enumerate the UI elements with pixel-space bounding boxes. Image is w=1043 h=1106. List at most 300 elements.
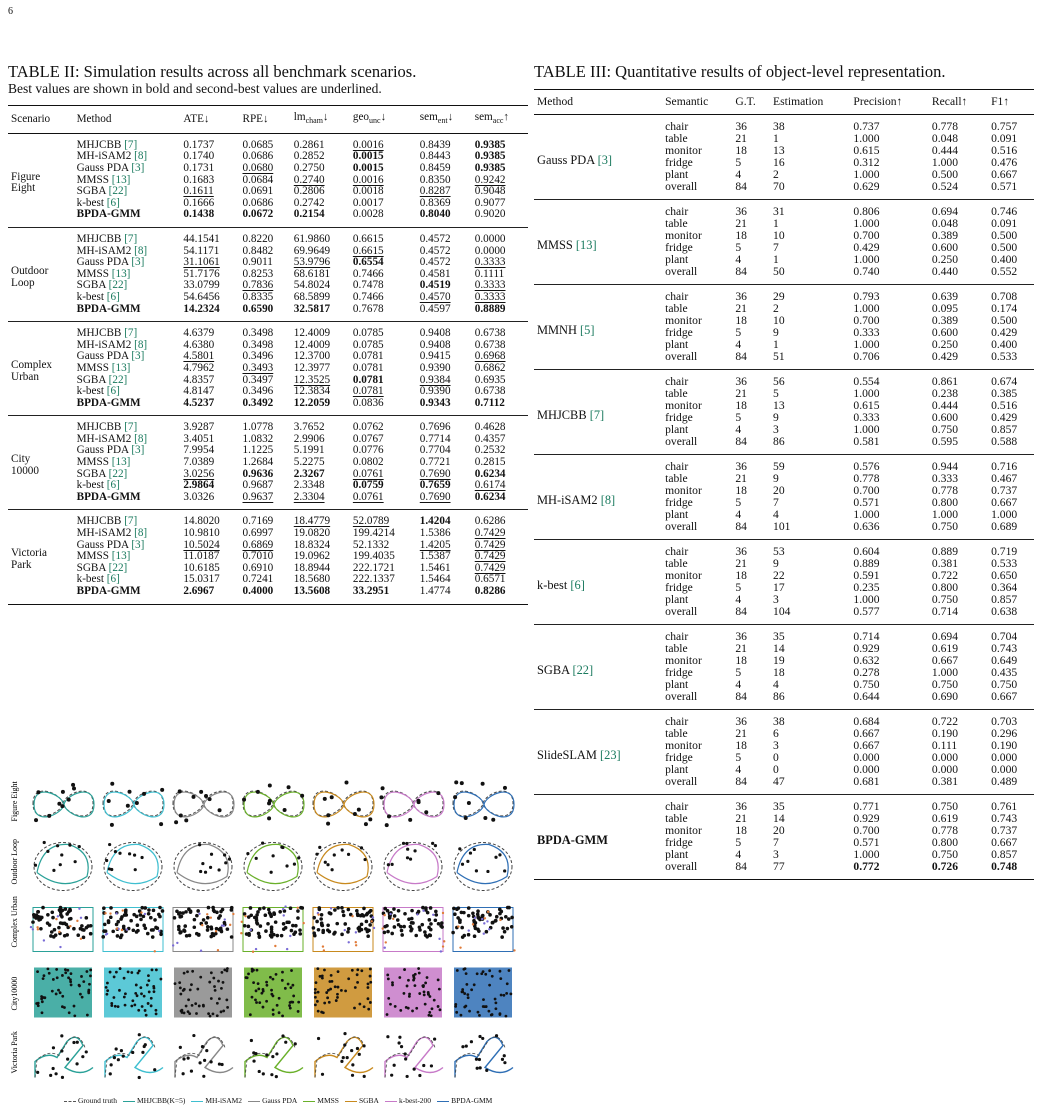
landmark-point xyxy=(52,1067,55,1070)
landmark-point xyxy=(474,917,476,919)
landmark-point xyxy=(333,853,336,856)
landmark-point xyxy=(333,908,337,912)
landmark-point xyxy=(34,864,37,867)
landmark-point xyxy=(461,1045,464,1048)
table-cell: 3 xyxy=(773,739,779,752)
landmark-point xyxy=(476,1067,479,1070)
landmark-point xyxy=(133,1003,136,1006)
table-row xyxy=(8,304,528,322)
table-cell: 0.6615 xyxy=(350,227,417,245)
table-cell: 84 xyxy=(735,265,747,278)
landmark-point xyxy=(47,967,50,970)
landmark-point xyxy=(184,818,188,822)
landmark-point xyxy=(210,853,213,856)
landmark-point xyxy=(147,979,150,982)
table-cell: 0.706 xyxy=(853,350,880,363)
table-cell: 0.3492 xyxy=(242,396,274,409)
table-cell: 0.0000 xyxy=(474,244,506,257)
table-cell: 0.7690 xyxy=(419,490,451,503)
landmark-point xyxy=(270,989,273,992)
landmark-point xyxy=(72,1041,75,1044)
legend-label: SGBA xyxy=(358,1096,379,1105)
landmark-point xyxy=(67,910,71,914)
table-cell: 0.667 xyxy=(991,496,1018,509)
landmark-point xyxy=(212,934,216,938)
table-cell: 1.000 xyxy=(853,168,880,181)
table-cell: 0.4357 xyxy=(474,432,506,445)
table-cell: 18 xyxy=(735,229,747,242)
landmark-point xyxy=(385,823,389,827)
table-cell: 0.4519 xyxy=(419,279,451,292)
landmark-point xyxy=(52,978,55,981)
landmark-point xyxy=(477,1011,480,1014)
landmark-point xyxy=(393,1064,396,1067)
landmark-point xyxy=(360,969,363,972)
landmark-point xyxy=(154,950,156,952)
landmark-point xyxy=(60,1034,63,1037)
landmark-point xyxy=(318,846,321,849)
landmark-point xyxy=(509,992,512,995)
landmark-point xyxy=(124,910,128,914)
landmark-point xyxy=(56,844,59,847)
table2-col-header: geo$_{unc}$↓ xyxy=(350,106,417,134)
landmark-point xyxy=(326,923,330,927)
landmark-point xyxy=(292,995,295,998)
legend-item xyxy=(437,1096,492,1105)
table-cell: k-best [6] xyxy=(76,385,120,398)
landmark-point xyxy=(275,973,278,976)
table-cell: 4.6379 xyxy=(180,322,239,340)
landmark-point xyxy=(145,1014,148,1017)
table-cell: 0.250 xyxy=(931,338,959,351)
landmark-point xyxy=(428,1011,431,1014)
landmark-point xyxy=(201,924,203,926)
table-cell: 36 xyxy=(732,370,770,389)
landmark-point xyxy=(274,945,276,947)
table3-col-header: Estimation xyxy=(770,90,850,115)
landmark-point xyxy=(403,912,407,916)
landmark-point xyxy=(367,929,371,933)
landmark-point xyxy=(55,993,58,996)
table-cell: 0.750 xyxy=(929,795,988,814)
landmark-point xyxy=(115,1047,118,1050)
table-cell: fridge xyxy=(665,156,693,169)
table-cell: 0.615 xyxy=(853,144,880,157)
landmark-point xyxy=(210,917,212,919)
table-cell: table xyxy=(665,132,688,145)
landmark-point xyxy=(141,1005,144,1008)
table-cell: 0.0836 xyxy=(352,396,384,409)
table-cell: 21 xyxy=(735,557,747,570)
landmark-point xyxy=(362,907,366,911)
landmark-point xyxy=(429,922,433,926)
landmark-point xyxy=(172,944,174,946)
table-cell: 0.000 xyxy=(931,763,959,776)
landmark-point xyxy=(460,781,464,785)
table-cell: 0.857 xyxy=(991,423,1018,436)
landmark-point xyxy=(354,986,357,989)
table-cell: overall xyxy=(665,265,698,278)
landmark-point xyxy=(478,1014,481,1017)
landmark-point xyxy=(393,914,397,918)
landmark-point xyxy=(389,1003,392,1006)
landmark-point xyxy=(257,987,260,990)
table-cell: 0.3496 xyxy=(242,350,274,363)
landmark-point xyxy=(460,1014,463,1017)
table-cell: 1.000 xyxy=(853,387,880,400)
landmark-point xyxy=(190,1069,193,1072)
table-cell: 0.7721 xyxy=(419,456,451,469)
table-cell: 0.516 xyxy=(991,144,1018,157)
table-cell: 199.4214 xyxy=(352,527,395,540)
table-cell: 36 xyxy=(732,625,770,644)
landmark-point xyxy=(422,985,425,988)
table-cell: 54.8024 xyxy=(293,279,331,292)
table-cell: 36 xyxy=(735,120,747,133)
landmark-point xyxy=(340,1060,343,1063)
landmark-point xyxy=(290,969,293,972)
landmark-point xyxy=(397,909,401,913)
landmark-point xyxy=(484,973,487,976)
table-cell: 101 xyxy=(773,520,791,533)
table-cell: 5 xyxy=(735,241,742,254)
landmark-point xyxy=(351,915,353,917)
landmark-point xyxy=(464,1005,467,1008)
landmark-point xyxy=(431,842,434,845)
landmark-point xyxy=(289,986,292,989)
table-cell: 0.667 xyxy=(931,654,959,667)
table-cell: 0.6174 xyxy=(474,479,506,492)
table-cell: MMSS [13] xyxy=(76,550,131,563)
landmark-point xyxy=(472,923,474,925)
landmark-point xyxy=(398,1036,401,1039)
landmark-point xyxy=(59,863,62,866)
landmark-point xyxy=(430,1064,433,1067)
landmark-point xyxy=(405,1006,408,1009)
table-cell: 0.429 xyxy=(991,326,1018,339)
table-cell: 12.3834 xyxy=(293,385,331,398)
landmark-point xyxy=(116,920,120,924)
landmark-point xyxy=(89,924,93,928)
landmark-point xyxy=(187,1057,190,1060)
landmark-point xyxy=(465,983,468,986)
table-cell: 0.681 xyxy=(853,775,880,788)
table2-caption-sub: Best values are shown in bold and second-best values are underlined. xyxy=(8,81,382,96)
table-cell: 4 xyxy=(773,508,779,521)
landmark-point xyxy=(255,1001,258,1004)
landmark-point xyxy=(356,1047,359,1050)
table-cell: 0.429 xyxy=(853,241,880,254)
landmark-point xyxy=(318,908,322,912)
landmark-point xyxy=(150,997,153,1000)
table-cell: 0.750 xyxy=(931,520,959,533)
landmark-point xyxy=(226,967,229,970)
table-cell: 0.0028 xyxy=(352,208,384,221)
landmark-point xyxy=(317,991,320,994)
landmark-point xyxy=(143,906,147,910)
landmark-point xyxy=(473,983,476,986)
table-cell: 0.6615 xyxy=(352,244,384,257)
method-cell: MHJCBB [7] xyxy=(534,370,662,455)
table-cell: 1.000 xyxy=(991,508,1018,521)
legend-label: MMSS xyxy=(317,1096,339,1105)
landmark-point xyxy=(158,930,160,932)
table-cell: 0.737 xyxy=(991,484,1018,497)
table-cell: 33.2951 xyxy=(352,585,390,598)
estimated-path xyxy=(174,792,234,817)
landmark-point xyxy=(387,977,390,980)
landmark-point xyxy=(290,929,294,933)
landmark-point xyxy=(49,934,53,938)
table-cell: 0.8459 xyxy=(419,162,451,175)
landmark-point xyxy=(42,977,45,980)
table-cell: 0.644 xyxy=(853,690,880,703)
table-cell: 0.726 xyxy=(931,860,959,873)
landmark-point xyxy=(212,977,215,980)
table-cell: 18 xyxy=(735,399,747,412)
landmark-point xyxy=(265,1053,268,1056)
landmark-point xyxy=(192,925,196,929)
landmark-point xyxy=(488,913,492,917)
table-cell: 0.489 xyxy=(991,775,1018,788)
table-cell: 86 xyxy=(773,435,785,448)
landmark-point xyxy=(323,969,326,972)
table-cell: 0.435 xyxy=(991,666,1018,679)
landmark-point xyxy=(266,922,270,926)
landmark-point xyxy=(199,870,202,873)
landmark-point xyxy=(46,921,50,925)
landmark-point xyxy=(356,968,359,971)
table-cell: 1.4205 xyxy=(419,538,451,551)
landmark-point xyxy=(137,1009,140,1012)
landmark-point xyxy=(439,1008,442,1011)
landmark-point xyxy=(285,920,289,924)
landmark-point xyxy=(217,980,220,983)
landmark-point xyxy=(160,978,163,981)
landmark-point xyxy=(225,998,228,1001)
table-cell: 0.500 xyxy=(991,241,1018,254)
landmark-point xyxy=(109,971,112,974)
table-cell: 1.4204 xyxy=(417,510,472,528)
table-cell: 3 xyxy=(773,423,779,436)
landmark-point xyxy=(114,850,117,853)
landmark-point xyxy=(148,991,151,994)
table-cell: 0.3333 xyxy=(474,279,506,292)
landmark-point xyxy=(283,914,285,916)
landmark-point xyxy=(80,924,84,928)
landmark-point xyxy=(57,802,61,806)
table-cell: 21 xyxy=(735,217,747,230)
table-cell: 0.1611 xyxy=(183,185,214,198)
table-cell: monitor xyxy=(665,314,702,327)
landmark-point xyxy=(121,929,123,931)
landmark-point xyxy=(270,930,274,934)
table-cell: 0.4628 xyxy=(472,416,528,434)
table-cell: 0.8369 xyxy=(419,196,451,209)
landmark-point xyxy=(369,975,372,978)
landmark-point xyxy=(300,794,304,798)
landmark-point xyxy=(122,909,124,911)
table-cell: 0.800 xyxy=(931,581,959,594)
landmark-point xyxy=(282,922,286,926)
landmark-point xyxy=(133,854,136,857)
landmark-point xyxy=(346,1056,349,1059)
table-cell: 0.703 xyxy=(988,710,1034,729)
landmark-point xyxy=(56,976,59,979)
table-cell: 0.552 xyxy=(991,265,1018,278)
landmark-point xyxy=(152,985,155,988)
landmark-point xyxy=(240,932,242,934)
table-cell: chair xyxy=(662,200,732,219)
table-cell: k-best [6] xyxy=(76,479,120,492)
landmark-point xyxy=(402,925,406,929)
table-cell: 10 xyxy=(773,229,785,242)
table-cell: 0.1737 xyxy=(183,138,215,151)
table-cell: overall xyxy=(665,775,698,788)
table-cell: 0.0781 xyxy=(352,385,384,398)
table-cell: 0.7466 xyxy=(352,290,384,303)
table-cell: 19.0962 xyxy=(293,550,331,563)
landmark-point xyxy=(347,977,350,980)
landmark-point xyxy=(503,1061,506,1064)
landmark-point xyxy=(129,919,133,923)
table-cell: 31.1061 xyxy=(183,256,220,269)
landmark-point xyxy=(355,931,357,933)
landmark-point xyxy=(61,1076,64,1079)
table-cell: 12.3977 xyxy=(293,361,331,374)
landmark-point xyxy=(257,982,260,985)
table-cell: 14 xyxy=(773,812,785,825)
table-cell: SGBA [22] xyxy=(76,373,128,386)
landmark-point xyxy=(480,972,483,975)
table-cell: 0.381 xyxy=(931,775,959,788)
table-cell: SGBA [22] xyxy=(76,467,128,480)
landmark-point xyxy=(507,917,511,921)
landmark-point xyxy=(322,945,324,947)
landmark-point xyxy=(281,1034,284,1037)
table-cell: 0.8482 xyxy=(242,244,274,257)
landmark-point xyxy=(201,1045,204,1048)
landmark-point xyxy=(483,922,485,924)
table-cell: 0.9637 xyxy=(242,490,274,503)
landmark-point xyxy=(59,991,62,994)
landmark-point xyxy=(412,975,415,978)
landmark-point xyxy=(66,1058,69,1061)
table-cell: 0.0691 xyxy=(242,185,274,198)
landmark-point xyxy=(427,991,430,994)
table-cell: MHJCBB [7] xyxy=(74,227,181,245)
landmark-point xyxy=(430,1014,433,1017)
legend-swatch xyxy=(64,1101,76,1102)
table-cell: 0.7714 xyxy=(419,432,451,445)
landmark-point xyxy=(407,917,411,921)
table-cell: 0.9020 xyxy=(474,208,506,221)
landmark-point xyxy=(344,781,348,785)
table-cell: 54.1171 xyxy=(183,244,220,257)
table-cell: BPDA-GMM xyxy=(76,396,141,409)
landmark-point xyxy=(315,981,318,984)
landmark-point xyxy=(78,908,80,910)
table-cell: 0.0686 xyxy=(242,150,274,163)
landmark-point xyxy=(420,923,424,927)
table-cell: 0.929 xyxy=(853,642,880,655)
scenario-cell: Figure Eight xyxy=(11,170,41,195)
landmark-point xyxy=(117,1005,120,1008)
landmark-point xyxy=(319,975,322,978)
table-cell: 0.238 xyxy=(931,387,959,400)
landmark-point xyxy=(434,844,437,847)
landmark-point xyxy=(389,913,391,915)
table-cell: MHJCBB [7] xyxy=(74,510,181,528)
table-cell: 0.700 xyxy=(853,484,880,497)
landmark-point xyxy=(298,928,302,932)
landmark-point xyxy=(221,908,225,912)
legend-swatch xyxy=(123,1101,135,1102)
table-cell: 0.750 xyxy=(931,423,959,436)
table2-col-header: sem$_{ent}$↓ xyxy=(417,106,472,134)
landmark-point xyxy=(336,996,339,999)
landmark-point xyxy=(358,1053,361,1056)
landmark-point xyxy=(276,934,280,938)
landmark-point xyxy=(86,1014,89,1017)
landmark-point xyxy=(451,931,455,935)
table-cell: 54.6456 xyxy=(183,290,220,303)
scenario-cell: Complex Urban xyxy=(8,322,74,416)
estimated-path xyxy=(244,792,304,817)
landmark-point xyxy=(470,988,473,991)
landmark-point xyxy=(159,822,163,826)
table-cell: 2 xyxy=(773,168,779,181)
landmark-point xyxy=(160,788,164,792)
estimated-path xyxy=(384,792,444,817)
landmark-point xyxy=(142,924,146,928)
landmark-point xyxy=(485,930,489,934)
table-cell: 59 xyxy=(770,455,850,474)
table-cell: 0.722 xyxy=(929,710,988,729)
landmark-point xyxy=(481,918,483,920)
landmark-point xyxy=(330,974,333,977)
landmark-point xyxy=(429,995,432,998)
table-cell: 1.4774 xyxy=(419,585,451,598)
table-cell: 0.1438 xyxy=(183,208,215,221)
landmark-point xyxy=(495,915,499,919)
landmark-point xyxy=(400,933,404,937)
landmark-point xyxy=(80,938,82,940)
landmark-point xyxy=(406,985,409,988)
landmark-point xyxy=(52,869,55,872)
landmark-point xyxy=(57,926,61,930)
landmark-point xyxy=(152,909,156,913)
landmark-point xyxy=(471,911,475,915)
table-cell: 222.1721 xyxy=(352,561,395,574)
table-cell: 0.8439 xyxy=(419,138,451,151)
table-cell: plant xyxy=(665,678,689,691)
landmark-point xyxy=(494,856,497,859)
landmark-point xyxy=(61,790,65,794)
estimated-path xyxy=(37,844,88,883)
landmark-point xyxy=(386,974,389,977)
landmark-point xyxy=(341,910,345,914)
landmark-point xyxy=(153,990,156,993)
table-cell: 0 xyxy=(773,751,779,764)
row-label: Outdoor Loop xyxy=(10,838,19,885)
landmark-point xyxy=(284,905,286,907)
table-cell: 0.9408 xyxy=(417,322,472,340)
landmark-point xyxy=(423,993,426,996)
landmark-point xyxy=(258,935,262,939)
landmark-point xyxy=(73,1005,76,1008)
table-row xyxy=(534,200,1034,219)
